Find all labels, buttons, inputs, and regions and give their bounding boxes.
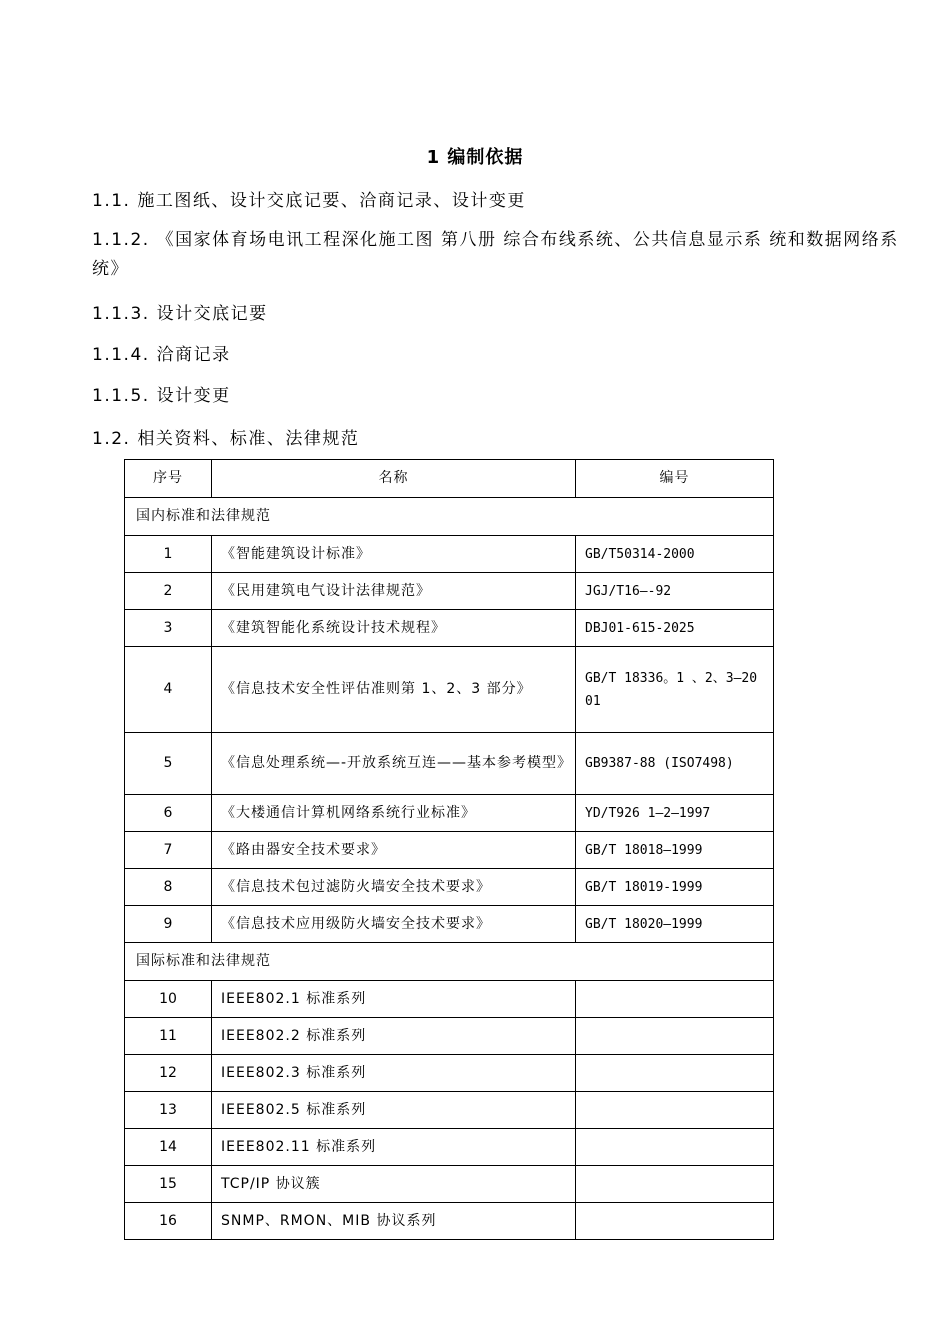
section-1-1-4: 1.1.4. 洽商记录 (92, 345, 231, 365)
row-name: 《信息处理系统—-开放系统互连——基本参考模型》 (212, 733, 576, 795)
row-no: 5 (125, 733, 212, 795)
row-name: IEEE802.1 标准系列 (212, 981, 576, 1018)
row-name: 《民用建筑电气设计法律规范》 (212, 573, 576, 610)
row-code (576, 1203, 774, 1240)
table-row (125, 1055, 774, 1092)
row-no: 12 (125, 1055, 212, 1092)
row-no: 2 (125, 573, 212, 610)
table-row (125, 1092, 774, 1129)
header-no: 序号 (125, 460, 212, 498)
header-name: 名称 (212, 460, 576, 498)
page-title: 1 编制依据 (426, 147, 524, 168)
row-no: 10 (125, 981, 212, 1018)
row-no: 15 (125, 1166, 212, 1203)
row-code (576, 1018, 774, 1055)
section-international-label: 国际标准和法律规范 (125, 943, 774, 981)
row-name: 《路由器安全技术要求》 (212, 832, 576, 869)
row-name: IEEE802.3 标准系列 (212, 1055, 576, 1092)
section-1-2: 1.2. 相关资料、标准、法律规范 (92, 429, 360, 449)
section-row-international (125, 943, 774, 981)
table-row (125, 795, 774, 832)
row-name: TCP/IP 协议簇 (212, 1166, 576, 1203)
row-name: 《信息技术应用级防火墙安全技术要求》 (212, 906, 576, 943)
row-name: IEEE802.2 标准系列 (212, 1018, 576, 1055)
row-no: 13 (125, 1092, 212, 1129)
row-no: 7 (125, 832, 212, 869)
row-name: 《智能建筑设计标准》 (212, 536, 576, 573)
section-1-1-5: 1.1.5. 设计变更 (92, 386, 231, 406)
section-1-1-2: 1.1.2. 《国家体育场电讯工程深化施工图 第八册 综合布线系统、公共信息显示系 统和数据网络系统》 (92, 230, 899, 279)
row-name: 《信息技术安全性评估准则第 1、2、3 部分》 (212, 647, 576, 733)
row-code: GB/T 18336。1 、2、3—2001 (576, 647, 774, 733)
table-row (125, 647, 774, 733)
row-code (576, 1092, 774, 1129)
row-code: JGJ/T16—-92 (576, 573, 774, 610)
table-row (125, 869, 774, 906)
section-row-domestic (125, 498, 774, 536)
row-code (576, 1055, 774, 1092)
row-code (576, 1129, 774, 1166)
row-name: 《信息技术包过滤防火墙安全技术要求》 (212, 869, 576, 906)
row-code: GB/T50314-2000 (576, 536, 774, 573)
row-code: GB9387-88 (ISO7498) (576, 733, 774, 795)
row-no: 4 (125, 647, 212, 733)
section-1-1: 1.1. 施工图纸、设计交底记要、洽商记录、设计变更 (92, 191, 526, 211)
table-row (125, 1166, 774, 1203)
row-code: GB/T 18019-1999 (576, 869, 774, 906)
row-no: 16 (125, 1203, 212, 1240)
row-name: IEEE802.11 标准系列 (212, 1129, 576, 1166)
row-no: 8 (125, 869, 212, 906)
row-code: YD/T926 1—2—1997 (576, 795, 774, 832)
row-no: 6 (125, 795, 212, 832)
table-row (125, 1018, 774, 1055)
section-domestic-label: 国内标准和法律规范 (125, 498, 774, 536)
table-row (125, 832, 774, 869)
row-code: GB/T 18020—1999 (576, 906, 774, 943)
row-no: 11 (125, 1018, 212, 1055)
table-header-row (125, 460, 774, 498)
row-no: 14 (125, 1129, 212, 1166)
row-no: 9 (125, 906, 212, 943)
section-1-1-3: 1.1.3. 设计交底记要 (92, 304, 268, 324)
row-no: 1 (125, 536, 212, 573)
row-name: 《大楼通信计算机网络系统行业标准》 (212, 795, 576, 832)
table-row (125, 1203, 774, 1240)
standards-table (124, 459, 774, 1240)
table-row (125, 733, 774, 795)
header-code: 编号 (576, 460, 774, 498)
row-code (576, 1166, 774, 1203)
table-row (125, 1129, 774, 1166)
international-rows (125, 981, 774, 1240)
row-code: GB/T 18018—1999 (576, 832, 774, 869)
table-row (125, 610, 774, 647)
row-code: DBJ01-615-2025 (576, 610, 774, 647)
row-no: 3 (125, 610, 212, 647)
row-name: 《建筑智能化系统设计技术规程》 (212, 610, 576, 647)
table-row (125, 536, 774, 573)
table-row (125, 981, 774, 1018)
row-name: SNMP、RMON、MIB 协议系列 (212, 1203, 576, 1240)
domestic-rows (125, 536, 774, 943)
row-name: IEEE802.5 标准系列 (212, 1092, 576, 1129)
table-row (125, 906, 774, 943)
row-code (576, 981, 774, 1018)
table-row (125, 573, 774, 610)
